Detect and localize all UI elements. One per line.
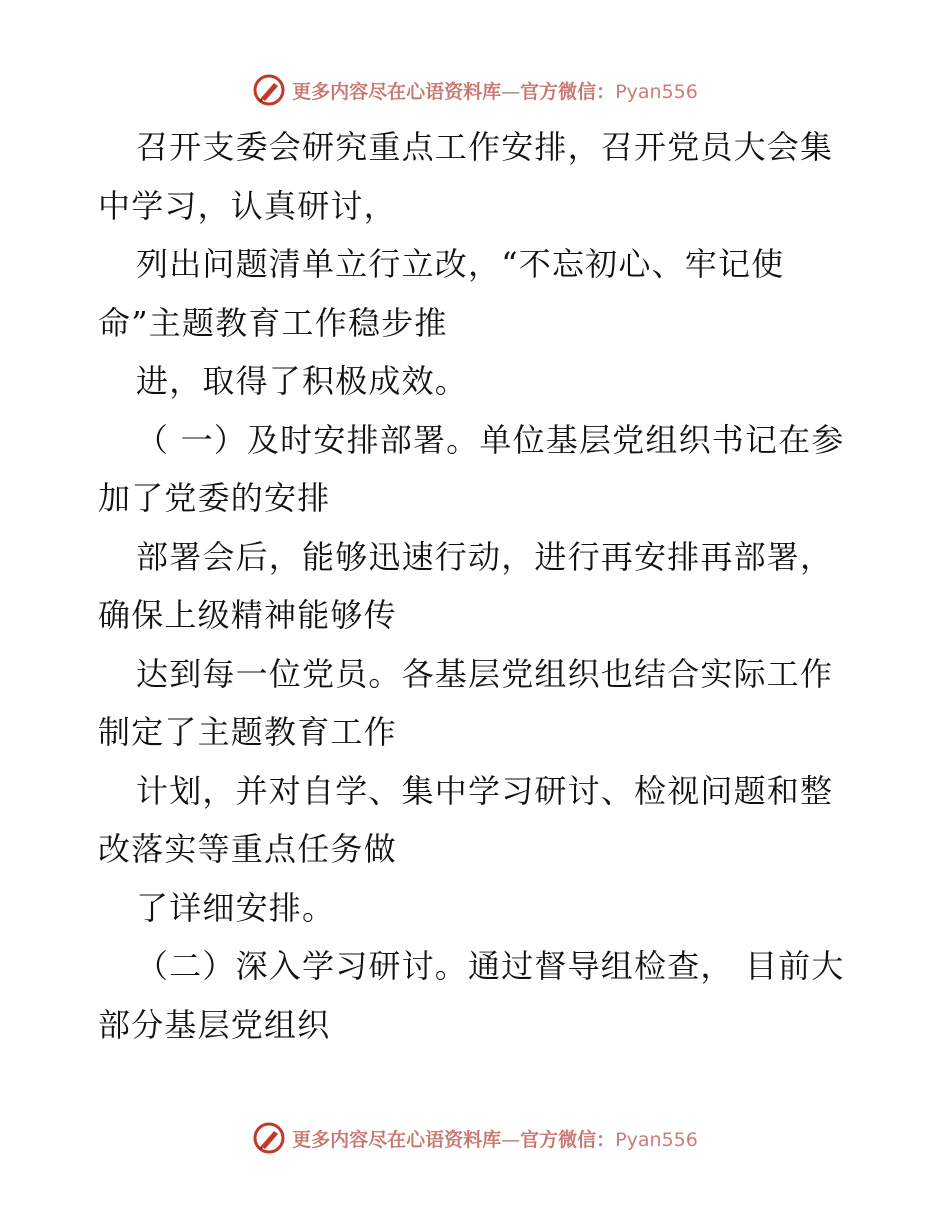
- watermark-separator: —: [501, 1128, 521, 1151]
- header-watermark: [0, 68, 950, 112]
- text-line: 达到每一位党员。各基层党组织也结合实际工作: [136, 654, 834, 693]
- text-line: 中学习，认真研讨，: [98, 186, 397, 225]
- watermark-channel: 官方微信：: [520, 80, 616, 103]
- document-paragraphs: [98, 118, 858, 1054]
- watermark-handle: Pyan556: [615, 1128, 698, 1151]
- pen-logo-icon: [252, 73, 286, 107]
- watermark-handle: Pyan556: [615, 80, 698, 103]
- text-line: （二）深入学习研讨。通过督导组检查， 目前大: [136, 947, 845, 985]
- document-body: [98, 118, 858, 1054]
- text-line: 命”主题教育工作稳步推: [98, 303, 448, 342]
- text-line: 列出问题清单立行立改，“不忘初心、牢记使: [136, 245, 785, 283]
- text-line: 计划，并对自学、集中学习研讨、检视问题和整: [136, 771, 834, 810]
- text-line: 制定了主题教育工作: [98, 713, 397, 751]
- footer-watermark: [0, 1116, 950, 1160]
- pen-logo-icon: [252, 1121, 286, 1155]
- text-line: 部分基层党组织: [98, 1005, 331, 1044]
- text-line: 召开支委会研究重点工作安排，召开党员大会集: [136, 128, 834, 166]
- text-line: 加了党委的安排: [98, 479, 331, 517]
- text-line: 了详细安排。: [136, 888, 336, 927]
- text-line: （ 一）及时安排部署。单位基层党组织书记在参: [136, 420, 845, 459]
- watermark-text: [292, 77, 698, 104]
- watermark-title: 更多内容尽在心语资料库: [292, 80, 502, 103]
- watermark-text: [292, 1125, 698, 1152]
- watermark-title: 更多内容尽在心语资料库: [292, 1128, 502, 1151]
- text-line: 改落实等重点任务做: [98, 830, 397, 868]
- text-line: 部署会后，能够迅速行动，进行再安排再部署，: [136, 537, 834, 576]
- text-line: 进，取得了积极成效。: [136, 362, 469, 400]
- watermark-separator: —: [501, 80, 521, 103]
- watermark-channel: 官方微信：: [520, 1128, 616, 1151]
- text-line: 确保上级精神能够传: [98, 596, 397, 634]
